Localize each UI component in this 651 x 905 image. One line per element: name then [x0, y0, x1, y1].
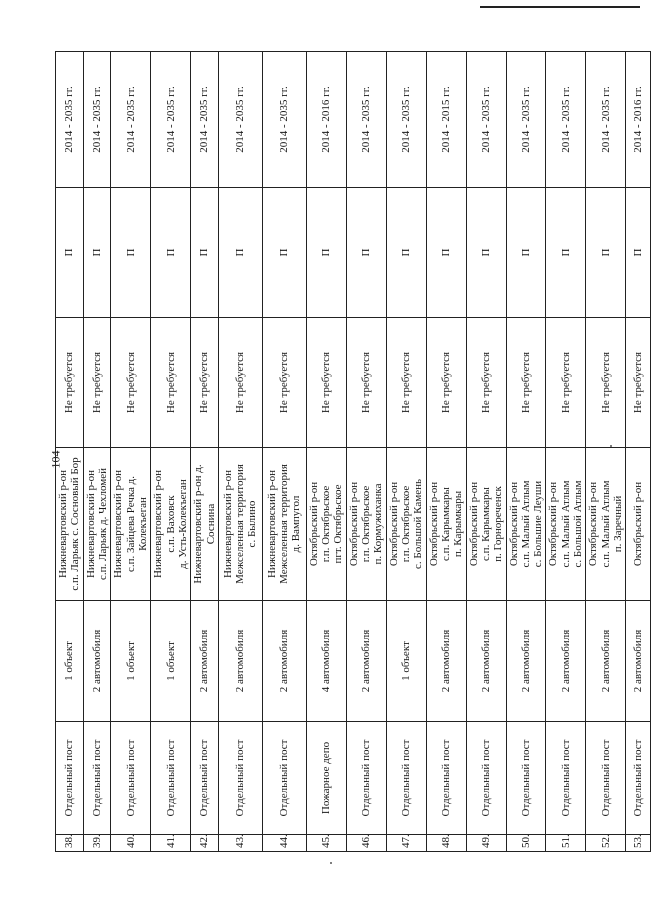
design-status-cell: Не требуется [56, 318, 84, 448]
period-cell: 2014 - 2035 гг. [111, 52, 151, 188]
location-cell: Октябрьский р-он с.п. Карымкары п. Горнореченск [466, 448, 506, 601]
row-number-cell: 47. [386, 835, 426, 852]
row-number-cell: 49. [466, 835, 506, 852]
period-cell: 2014 - 2035 гг. [386, 52, 426, 188]
table-row [83, 52, 111, 852]
capacity-cell: 2 автомобиля [83, 601, 111, 722]
row-number-cell: 40. [111, 835, 151, 852]
period-cell: 2014 - 2016 гг. [306, 52, 346, 188]
capacity-cell: 4 автомобиля [306, 601, 346, 722]
capacity-cell: 2 автомобиля [506, 601, 546, 722]
capacity-cell: 2 автомобиля [626, 601, 651, 722]
design-status-cell: Не требуется [466, 318, 506, 448]
period-cell: 2014 - 2035 гг. [151, 52, 191, 188]
design-status-cell: Не требуется [262, 318, 306, 448]
design-status-cell: Не требуется [111, 318, 151, 448]
period-cell: 2014 - 2035 гг. [218, 52, 262, 188]
table-row [191, 52, 219, 852]
stage-cell: П [262, 188, 306, 318]
capacity-cell: 1 объект [56, 601, 84, 722]
period-cell: 2014 - 2035 гг. [83, 52, 111, 188]
location-cell: Октябрьский р-он г.п. Октябрьское п. Кормужиханка [346, 448, 386, 601]
row-number-cell: 42. [191, 835, 219, 852]
period-cell: 2014 - 2035 гг. [262, 52, 306, 188]
station-type-cell: Отдельный пост [218, 722, 262, 835]
table-row [56, 52, 84, 852]
location-cell: Октябрьский р-он г.п. Октябрьское с. Большой Камень [386, 448, 426, 601]
stage-cell: П [218, 188, 262, 318]
station-type-cell: Отдельный пост [191, 722, 219, 835]
design-status-cell: Не требуется [626, 318, 651, 448]
row-number-cell: 52. [586, 835, 626, 852]
rotated-table-container [55, 52, 645, 852]
capacity-cell: 2 автомобиля [586, 601, 626, 722]
stage-cell: П [346, 188, 386, 318]
design-status-cell: Не требуется [346, 318, 386, 448]
stage-cell: П [546, 188, 586, 318]
row-number-cell: 50. [506, 835, 546, 852]
row-number-cell: 43. [218, 835, 262, 852]
row-number-cell: 45. [306, 835, 346, 852]
station-type-cell: Отдельный пост [56, 722, 84, 835]
row-number-cell: 38. [56, 835, 84, 852]
table-row [586, 52, 626, 852]
location-cell: Нижневартовский р-он с.п. Ваховск д. Усть-Колекъеган [151, 448, 191, 601]
row-number-cell: 39. [83, 835, 111, 852]
table-row [346, 52, 386, 852]
location-cell: Октябрьский р-он с.п. Малый Атлым с. Большой Атлым [546, 448, 586, 601]
row-number-cell: 51. [546, 835, 586, 852]
period-cell: 2014 - 2016 гг. [626, 52, 651, 188]
design-status-cell: Не требуется [151, 318, 191, 448]
location-cell: Нижневартовский р-он Межселенная территория с. Былино [218, 448, 262, 601]
location-cell: Нижневартовский р-он Межселенная территория д. Вампугол [262, 448, 306, 601]
location-cell: Октябрьский р-он с.п. Карымкары п. Карымкары [426, 448, 466, 601]
capacity-cell: 2 автомобиля [546, 601, 586, 722]
station-type-cell: Отдельный пост [426, 722, 466, 835]
station-type-cell: Отдельный пост [466, 722, 506, 835]
location-cell: Октябрьский р-он г.п. Октябрьское пгт. Октябрьское [306, 448, 346, 601]
design-status-cell: Не требуется [306, 318, 346, 448]
station-type-cell: Отдельный пост [83, 722, 111, 835]
period-cell: 2014 - 2035 гг. [56, 52, 84, 188]
period-cell: 2014 - 2035 гг. [191, 52, 219, 188]
station-type-cell: Пожарное депо [306, 722, 346, 835]
station-type-cell: Отдельный пост [151, 722, 191, 835]
location-cell: Нижневартовский р-он с.п. Ларьяк д. Чехломей [83, 448, 111, 601]
stage-cell: П [426, 188, 466, 318]
stage-cell: П [586, 188, 626, 318]
period-cell: 2014 - 2035 гг. [586, 52, 626, 188]
design-status-cell: Не требуется [586, 318, 626, 448]
table-row [426, 52, 466, 852]
location-cell: Нижневартовский р-он с.п. Ларьяк с. Сосновый Бор [56, 448, 84, 601]
stage-cell: П [466, 188, 506, 318]
capacity-cell: 2 автомобиля [426, 601, 466, 722]
table-row [626, 52, 651, 852]
design-status-cell: Не требуется [83, 318, 111, 448]
table-row [151, 52, 191, 852]
period-cell: 2014 - 2015 гг. [426, 52, 466, 188]
period-cell: 2014 - 2035 гг. [506, 52, 546, 188]
design-status-cell: Не требуется [546, 318, 586, 448]
station-type-cell: Отдельный пост [546, 722, 586, 835]
location-cell: Октябрьский р-он с.п. Малый Атлым п. Заречный [586, 448, 626, 601]
capacity-cell: 2 автомобиля [218, 601, 262, 722]
row-number-cell: 46. [346, 835, 386, 852]
capacity-cell: 2 автомобиля [262, 601, 306, 722]
fire-stations-table [55, 51, 651, 852]
station-type-cell: Отдельный пост [506, 722, 546, 835]
capacity-cell: 1 объект [151, 601, 191, 722]
location-cell: Нижневартовский р-он с.п. Зайцева Речка д. Колекъеган [111, 448, 151, 601]
table-row [546, 52, 586, 852]
table-row [218, 52, 262, 852]
capacity-cell: 1 объект [111, 601, 151, 722]
stage-cell: П [151, 188, 191, 318]
period-cell: 2014 - 2035 гг. [346, 52, 386, 188]
station-type-cell: Отдельный пост [586, 722, 626, 835]
row-number-cell: 48. [426, 835, 466, 852]
capacity-cell: 1 объект [386, 601, 426, 722]
capacity-cell: 2 автомобиля [191, 601, 219, 722]
design-status-cell: Не требуется [386, 318, 426, 448]
table-row [306, 52, 346, 852]
table-row [386, 52, 426, 852]
design-status-cell: Не требуется [426, 318, 466, 448]
table-row [111, 52, 151, 852]
table-row [466, 52, 506, 852]
station-type-cell: Отдельный пост [111, 722, 151, 835]
stage-cell: П [506, 188, 546, 318]
capacity-cell: 2 автомобиля [466, 601, 506, 722]
capacity-cell: 2 автомобиля [346, 601, 386, 722]
location-cell: Нижневартовский р-он д. Соснина [191, 448, 219, 601]
table-row [506, 52, 546, 852]
table-body [56, 52, 651, 852]
location-cell: Октябрьский р-он [626, 448, 651, 601]
header-rule [480, 6, 640, 8]
page-number: 104 [48, 450, 63, 469]
station-type-cell: Отдельный пост [346, 722, 386, 835]
station-type-cell: Отдельный пост [262, 722, 306, 835]
stage-cell: П [306, 188, 346, 318]
stage-cell: П [56, 188, 84, 318]
station-type-cell: Отдельный пост [626, 722, 651, 835]
scan-speck [330, 862, 332, 864]
stage-cell: П [111, 188, 151, 318]
design-status-cell: Не требуется [191, 318, 219, 448]
design-status-cell: Не требуется [506, 318, 546, 448]
design-status-cell: Не требуется [218, 318, 262, 448]
stage-cell: П [191, 188, 219, 318]
stage-cell: П [83, 188, 111, 318]
stage-cell: П [386, 188, 426, 318]
row-number-cell: 53. [626, 835, 651, 852]
period-cell: 2014 - 2035 гг. [546, 52, 586, 188]
row-number-cell: 41. [151, 835, 191, 852]
table-row [262, 52, 306, 852]
row-number-cell: 44. [262, 835, 306, 852]
station-type-cell: Отдельный пост [386, 722, 426, 835]
location-cell: Октябрьский р-он с.п. Малый Атлым с. Большие Леуши [506, 448, 546, 601]
period-cell: 2014 - 2035 гг. [466, 52, 506, 188]
stage-cell: П [626, 188, 651, 318]
